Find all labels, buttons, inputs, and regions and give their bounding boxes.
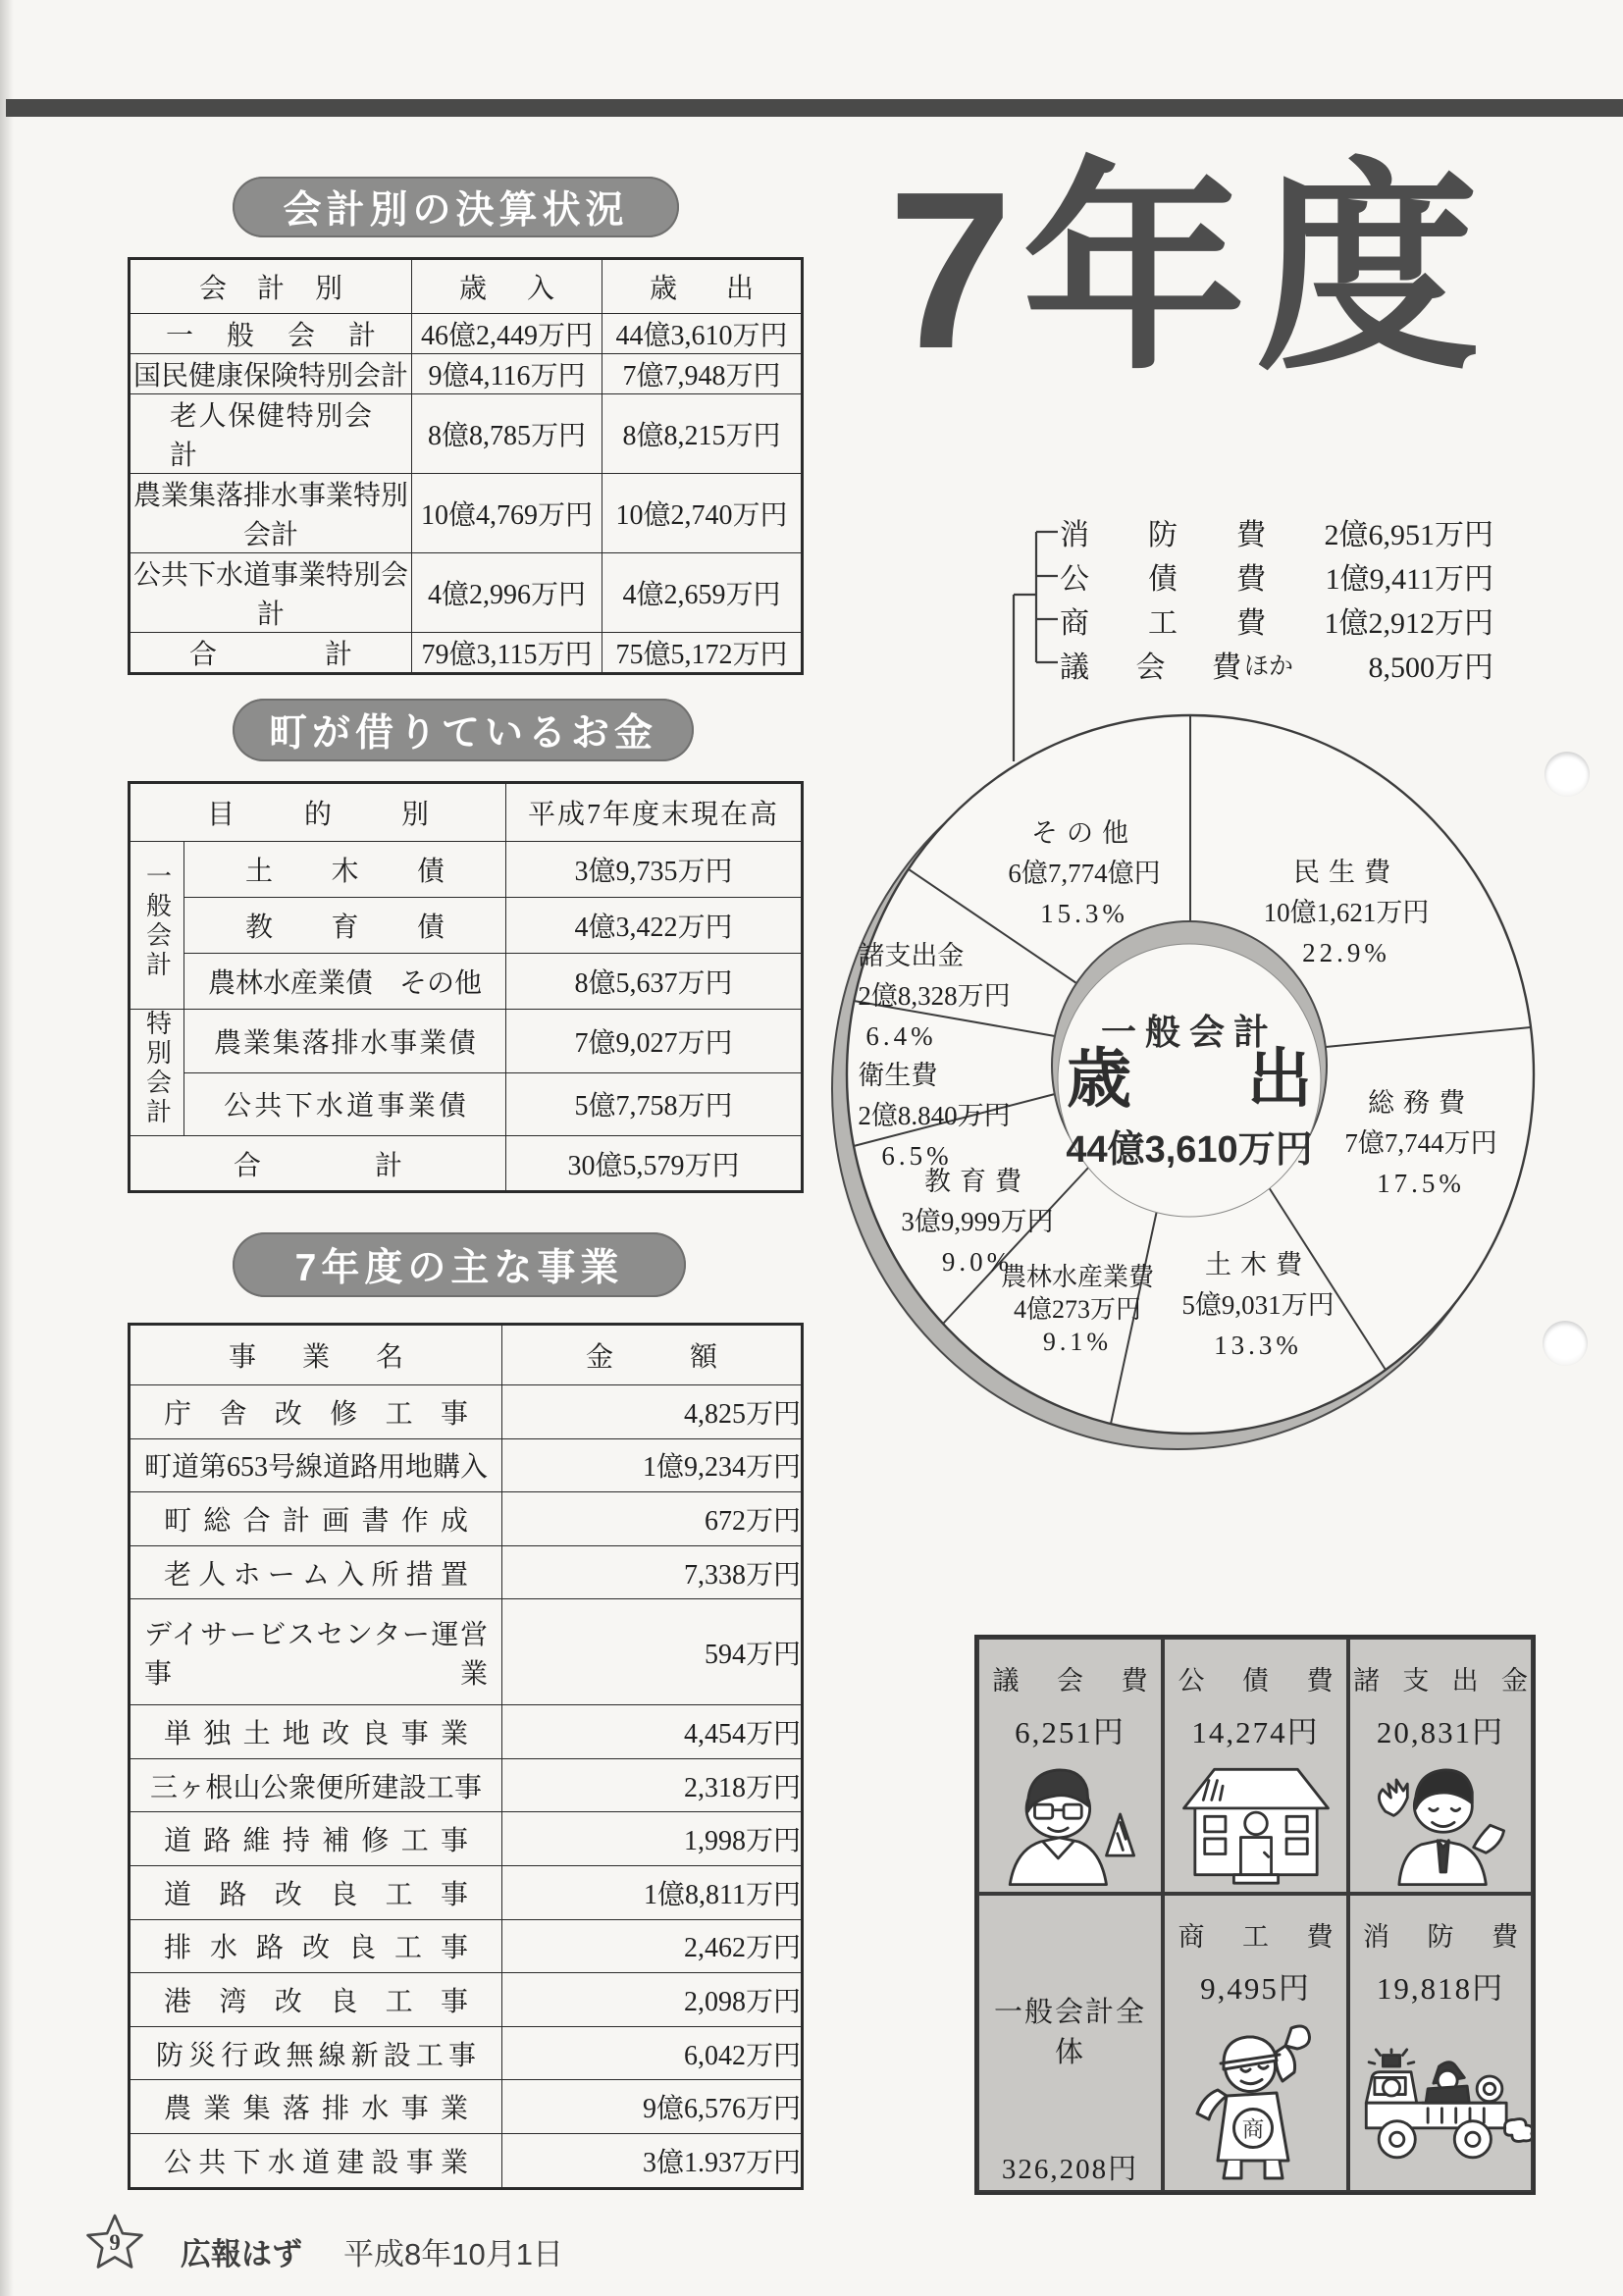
table-row: [130, 1385, 803, 1439]
project-name: 老人ホーム入所措置: [130, 1545, 502, 1599]
table-row: [130, 1072, 803, 1136]
project-name: 町総合計画書作成: [130, 1492, 502, 1546]
callout-label: 商工費: [1060, 606, 1266, 640]
account-name: 老人保健特別会計: [130, 394, 412, 474]
projects-table: [128, 1323, 804, 2190]
project-name: デイサービスセンター運営事業: [130, 1599, 502, 1705]
table-row: [130, 2080, 803, 2134]
col-header-balance: 平成7年度末現在高: [506, 783, 803, 842]
account-name: 農業集落排水事業特別会計: [130, 474, 412, 553]
section-title-debt: [233, 699, 694, 761]
project-name: 公共下水道建設事業: [130, 2133, 502, 2188]
project-name: 農業集落排水事業: [130, 2080, 502, 2134]
project-amount: 2,318万円: [502, 1758, 803, 1812]
expenditure-value: 8億8,215万円: [602, 394, 803, 474]
callout-list: [1060, 509, 1493, 686]
slice-amount: 6億7,774億円: [1008, 859, 1161, 888]
pie-center-title: 歳出: [1067, 1044, 1312, 1116]
section-title-settlement-label: 会計別の決算状況: [283, 189, 629, 232]
group-label-general: [130, 842, 184, 1010]
pie-center-account: 一般会計: [1100, 1012, 1279, 1052]
slice-percent: 9.1%: [1042, 1328, 1113, 1356]
cell-label: 議会費: [992, 1666, 1148, 1696]
slice-name: 総務費: [1368, 1088, 1474, 1118]
table-row: [130, 394, 803, 474]
fiscal-year-headline-text: 7年度: [888, 146, 1490, 395]
table-row: [130, 898, 803, 954]
publication-name: 広報はず: [181, 2237, 302, 2271]
slice-amount: 5億9,031万円: [1181, 1290, 1335, 1320]
table-row: [130, 474, 803, 553]
table-row: [130, 1758, 803, 1812]
slice-name: 土木費: [1205, 1250, 1311, 1279]
debt-name: 教育債: [184, 898, 506, 954]
group-label-special: [130, 1010, 184, 1136]
project-name: 防災行政無線新設工事: [130, 2026, 502, 2080]
col-header-expenditure: 歳出: [602, 259, 803, 314]
table-header-row: [130, 1325, 803, 1385]
cell-label: 商工費: [1178, 1922, 1334, 1952]
project-amount: 594万円: [502, 1599, 803, 1705]
slice-name: 農林水産業費: [1000, 1263, 1155, 1291]
slice-percent: 13.3%: [1214, 1331, 1302, 1360]
project-name: 庁舎改修工事: [130, 1385, 502, 1439]
revenue-value: 79億3,115万円: [412, 633, 602, 674]
section-title-projects-label: 7年度の主な事業: [294, 1247, 624, 1289]
callout-label: 議会費: [1060, 651, 1241, 684]
table-row: [130, 2133, 803, 2188]
project-name: 港湾改良工事: [130, 1973, 502, 2027]
cell-value: 20,831円: [1376, 1715, 1505, 1749]
debt-amount: 5億7,758万円: [506, 1072, 803, 1136]
callout-amount: 1億9,411万円: [1325, 562, 1493, 596]
project-name: 道路維持補修工事: [130, 1812, 502, 1866]
per-capita-cell-gikai: [977, 1638, 1163, 1894]
debt-table: [128, 781, 804, 1193]
slice-label-eisei: [858, 1056, 1010, 1176]
project-amount: 2,098万円: [502, 1973, 803, 2027]
account-name: 公共下水道事業特別会計: [130, 553, 412, 633]
callout-amount: 1億2,912万円: [1324, 606, 1493, 640]
per-capita-grid: [974, 1635, 1536, 2195]
slice-label-sonota: [1008, 813, 1160, 934]
project-amount: 7,338万円: [502, 1545, 803, 1599]
pie-center-total: 44億3,610万円: [1066, 1129, 1313, 1171]
per-capita-cell-shobo: [1348, 1894, 1533, 2192]
worker-icon: [1168, 2019, 1344, 2184]
slice-label-soumu: [1344, 1083, 1496, 1204]
svg-text:商: 商: [1241, 2117, 1264, 2142]
table-total-row: [130, 1136, 803, 1192]
cell-value: 19,818円: [1376, 1971, 1505, 2006]
table-row: [130, 1812, 803, 1866]
table-row: [130, 1545, 803, 1599]
account-name: 合計: [130, 633, 412, 674]
project-name: 単独土地改良事業: [130, 1705, 502, 1759]
debt-total-label: 合計: [130, 1136, 506, 1192]
table-row: [130, 954, 803, 1010]
slice-amount: 10億1,621万円: [1263, 898, 1430, 927]
col-header-account: 会計別: [130, 259, 412, 314]
revenue-value: 4億2,996万円: [412, 553, 602, 633]
debt-amount: 7億9,027万円: [506, 1010, 803, 1073]
waving-man-icon: [1357, 1756, 1524, 1886]
project-amount: 3億1.937万円: [502, 2133, 803, 2188]
slice-amount: 2億8.840万円: [858, 1101, 1011, 1130]
cell-label: 消防費: [1363, 1922, 1518, 1952]
slice-percent: 6.4%: [865, 1021, 937, 1051]
callout-label-suffix: ほか: [1244, 652, 1294, 680]
debt-name-main: 農林水産業債: [208, 968, 374, 999]
project-name: 排水路改良工事: [130, 1919, 502, 1973]
per-capita-cell-kosai: [1163, 1638, 1348, 1894]
project-amount: 1,998万円: [502, 1812, 803, 1866]
section-title-debt-label: 町が借りているお金: [268, 712, 657, 755]
slice-percent: 22.9%: [1302, 938, 1390, 967]
slice-name: 衛生費: [858, 1061, 938, 1090]
callout-label: 消防費: [1060, 518, 1266, 551]
cell-label: 公債費: [1178, 1666, 1334, 1696]
table-row: [130, 2026, 803, 2080]
table-row: [130, 1866, 803, 1920]
slice-amount: 4億273万円: [1013, 1295, 1142, 1324]
table-row: [130, 1973, 803, 2027]
section-title-settlement: [233, 177, 679, 237]
house-icon: [1173, 1758, 1339, 1886]
slice-amount: 3億9,999万円: [901, 1207, 1054, 1236]
revenue-value: 8億8,785万円: [412, 394, 602, 474]
debt-total-amount: 30億5,579万円: [506, 1136, 803, 1192]
table-row: [130, 1599, 803, 1705]
debt-name-other: その他: [399, 968, 483, 999]
callout-row: [1060, 509, 1493, 553]
slice-label-doboku: [1181, 1245, 1334, 1366]
col-header-amount: 金額: [502, 1325, 803, 1385]
col-header-revenue: 歳入: [412, 259, 602, 314]
debt-name: [184, 954, 506, 1010]
project-name: 三ヶ根山公衆便所建設工事: [130, 1758, 502, 1812]
project-amount: 4,825万円: [502, 1385, 803, 1439]
slice-label-minsei: [1264, 853, 1430, 973]
col-header-purpose: 目的別: [130, 783, 506, 842]
table-total-row: [130, 633, 803, 674]
debt-amount: 8億5,637万円: [506, 954, 803, 1010]
revenue-value: 46億2,449万円: [412, 314, 602, 354]
slice-label-shoshishutsu: [858, 936, 1010, 1057]
table-header-row: [130, 259, 803, 314]
per-capita-cell-total: [977, 1894, 1163, 2192]
slice-amount: 7億7,744万円: [1344, 1128, 1497, 1158]
table-header-row: [130, 783, 803, 842]
callout-row: [1060, 598, 1493, 642]
councilman-icon: [987, 1756, 1154, 1886]
debt-name: 公共下水道事業債: [184, 1072, 506, 1136]
revenue-value: 9億4,116万円: [412, 354, 602, 394]
debt-amount: 4億3,422万円: [506, 898, 803, 954]
slice-percent: 17.5%: [1377, 1169, 1465, 1198]
debt-name: 農業集落排水事業債: [184, 1010, 506, 1073]
fire-truck-icon: [1349, 2047, 1532, 2184]
group-label-text: 特別会計: [142, 1010, 172, 1127]
callout-row: [1060, 642, 1493, 686]
project-amount: 4,454万円: [502, 1705, 803, 1759]
account-name: 国民健康保険特別会計: [130, 354, 412, 394]
page-number-star-icon: [84, 2214, 145, 2274]
cell-value: 14,274円: [1191, 1715, 1320, 1749]
project-amount: 6,042万円: [502, 2026, 803, 2080]
debt-amount: 3億9,735万円: [506, 842, 803, 898]
col-header-project: 事業名: [130, 1325, 502, 1385]
table-row: [130, 314, 803, 354]
table-row: [130, 553, 803, 633]
cell-label: 一般会計全体: [993, 1997, 1146, 2068]
slice-amount: 2億8,328万円: [858, 981, 1011, 1011]
paper-left-edge-shadow: [0, 0, 14, 2296]
section-title-projects: [233, 1232, 686, 1297]
footer: [181, 2229, 563, 2273]
slice-name: その他: [1031, 818, 1137, 848]
slice-percent: 15.3%: [1040, 899, 1128, 928]
table-row: [130, 1438, 803, 1492]
per-capita-cell-shoko: [1163, 1894, 1348, 2192]
project-amount: 1億9,234万円: [502, 1438, 803, 1492]
expenditure-value: 4億2,659万円: [602, 553, 803, 633]
table-row: [130, 1919, 803, 1973]
expenditure-value: 7億7,948万円: [602, 354, 803, 394]
slice-name: 民生費: [1293, 858, 1399, 887]
issue-date: 平成8年10月1日: [343, 2237, 563, 2271]
table-row: [130, 1705, 803, 1759]
callout-amount: 2億6,951万円: [1324, 518, 1493, 551]
fiscal-year-headline: [888, 146, 1490, 395]
callout-label: 公債費: [1060, 562, 1266, 596]
table-row: [130, 842, 803, 898]
revenue-value: 10億4,769万円: [412, 474, 602, 553]
per-capita-cell-shoshishutsu: [1348, 1638, 1533, 1894]
project-name: 道路改良工事: [130, 1866, 502, 1920]
slice-percent: 6.5%: [881, 1141, 953, 1171]
table-row: [130, 1492, 803, 1546]
cell-value: 6,251円: [1015, 1715, 1126, 1749]
settlement-table: [128, 257, 804, 675]
cell-value: 326,208円: [1001, 2154, 1139, 2185]
callout-row: [1060, 553, 1493, 598]
page-top-rule: [6, 99, 1623, 117]
slice-percent: 9.0%: [941, 1247, 1014, 1277]
page-number: 9: [109, 2230, 121, 2256]
project-amount: 9億6,576万円: [502, 2080, 803, 2134]
account-name: 一般会計: [130, 314, 412, 354]
group-label-text: 一般会計: [142, 862, 172, 980]
project-amount: 1億8,811万円: [502, 1866, 803, 1920]
callout-bracket-lines: [1014, 532, 1058, 761]
project-name: 町道第653号線道路用地購入: [130, 1438, 502, 1492]
cell-value: 9,495円: [1200, 1971, 1311, 2006]
project-amount: 2,462万円: [502, 1919, 803, 1973]
slice-name: 教育費: [924, 1167, 1030, 1196]
expenditure-value: 75億5,172万円: [602, 633, 803, 674]
table-row: [130, 354, 803, 394]
project-amount: 672万円: [502, 1492, 803, 1546]
slice-label-kyouiku: [901, 1162, 1053, 1282]
expenditure-value: 10億2,740万円: [602, 474, 803, 553]
table-row: [130, 1010, 803, 1073]
slice-name: 諸支出金: [858, 941, 965, 970]
callout-amount: 8,500万円: [1368, 651, 1493, 684]
cell-label: 諸支出金: [1353, 1666, 1528, 1696]
expenditure-value: 44億3,610万円: [602, 314, 803, 354]
debt-name: 土木債: [184, 842, 506, 898]
